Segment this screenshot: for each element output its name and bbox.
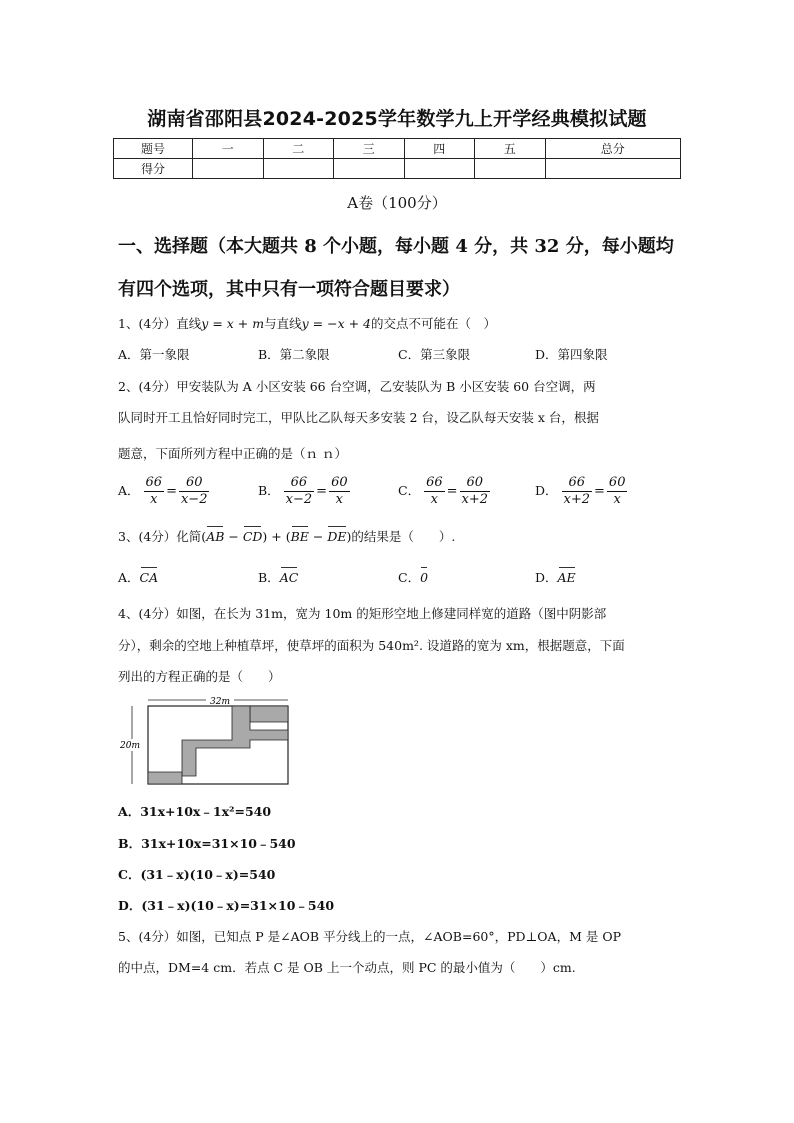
q3-option-d[interactable]: [535, 568, 576, 586]
figure-left-label: 20m: [120, 741, 140, 751]
denominator: x+2: [563, 492, 591, 507]
q2-option-c[interactable]: [398, 475, 490, 508]
denominator: x−2: [285, 492, 313, 507]
option-label: B．: [258, 570, 280, 585]
score-cell[interactable]: [263, 159, 334, 179]
q3-stem-b: 的结果是（ ）.: [351, 529, 456, 544]
score-header-cell: 二: [263, 139, 334, 159]
numerator: 66: [426, 475, 443, 490]
section-heading: A卷（100分）: [347, 194, 447, 212]
score-cell[interactable]: [193, 159, 264, 179]
q4-line2: 分），剩余的空地上种植草坪，使草坪的面积为 540m². 设道路的宽为 xm，根据题意，下面: [118, 638, 625, 653]
score-table-score-row: [114, 159, 681, 179]
q3-option-b[interactable]: [258, 568, 298, 586]
vector-ab: AB: [206, 529, 225, 544]
q4-option-c[interactable]: C．(31﹣x)(10﹣x)=540: [118, 867, 276, 882]
zero-vector: 0: [420, 570, 429, 585]
q1-option-a[interactable]: A．第一象限: [118, 347, 190, 362]
denominator: x−2: [180, 492, 208, 507]
q4-option-a[interactable]: A．31x+10x﹣1x²=540: [118, 804, 272, 819]
q1-stem-c: 的交点不可能在（ ）: [371, 316, 497, 331]
q2-line1: 2、(4分）甲安装队为 A 小区安装 66 台空调，乙安装队为 B 小区安装 60 台空调，两: [118, 379, 596, 394]
figure-top-label: 32m: [210, 697, 230, 707]
q4-option-d[interactable]: D．(31﹣x)(10﹣x)=31×10﹣540: [118, 898, 335, 913]
score-cell[interactable]: [475, 159, 546, 179]
fraction: [460, 475, 491, 508]
vector-ca: CA: [139, 570, 159, 585]
q4-option-b[interactable]: B．31x+10x=31×10﹣540: [118, 836, 296, 851]
numerator: 66: [145, 475, 163, 490]
q1-option-d[interactable]: D．第四象限: [535, 347, 608, 362]
fraction: [144, 475, 165, 508]
score-cell[interactable]: [545, 159, 681, 179]
road-segment: [250, 706, 288, 722]
q2-line3: 题意，下面所列方程中正确的是（ｎ ｎ）: [118, 446, 347, 461]
q1-stem: [118, 314, 496, 332]
road-figure: [118, 696, 298, 788]
numerator: 60: [460, 475, 491, 492]
q1-stem-b: 与直线: [264, 316, 302, 331]
option-label: B．: [258, 483, 280, 498]
score-header-cell: 总分: [545, 139, 681, 159]
q2-option-a[interactable]: [118, 475, 209, 508]
vector-be: BE: [290, 529, 309, 544]
vector-ae: AE: [557, 570, 576, 585]
fraction: [562, 475, 593, 508]
score-cell[interactable]: [334, 159, 405, 179]
numerator: 66: [284, 475, 315, 492]
q1-equation-2: y = −x + 4: [301, 316, 372, 331]
equals-sign: =: [594, 484, 605, 499]
q1-option-c[interactable]: C．第三象限: [398, 347, 471, 362]
equals-sign: =: [446, 484, 458, 499]
q3-option-a[interactable]: [118, 568, 158, 586]
score-header-cell: 五: [475, 139, 546, 159]
denominator: x: [430, 492, 438, 507]
vector-de: DE: [327, 529, 347, 544]
q3-stem: 3、(4分）化简(AB − CD) + (BE − DE)的结果是（ ）.: [118, 529, 456, 544]
score-table-header-row: [114, 139, 681, 159]
page-title: 湖南省邵阳县2024-2025学年数学九上开学经典模拟试题: [147, 108, 647, 130]
option-label: D．: [535, 483, 558, 498]
q1-stem-a: 1、(4分）直线: [118, 316, 202, 331]
vector-ac: AC: [279, 570, 299, 585]
q5-line1: 5、(4分）如图，已知点 P 是∠AOB 平分线上的一点，∠AOB=60°，PD⊥OA，M 是 OP: [118, 929, 621, 944]
fraction: [329, 475, 350, 508]
q3-option-c[interactable]: [398, 568, 428, 586]
option-label: C．: [398, 483, 421, 498]
q3-stem-a: 3、(4分）化简: [118, 529, 202, 544]
q4-line3: 列出的方程正确的是（ ）: [118, 669, 281, 684]
score-header-cell: 四: [404, 139, 475, 159]
numerator: 60: [331, 475, 348, 490]
q5-line2: 的中点，DM=4 cm．若点 C 是 OB 上一个动点，则 PC 的最小值为（ ）cm.: [118, 960, 576, 975]
vector-cd: CD: [242, 529, 263, 544]
numerator: 60: [179, 475, 210, 492]
denominator: x: [150, 492, 158, 507]
fraction: [179, 475, 210, 508]
part1-heading-line2: 有四个选项，其中只有一项符合题目要求）: [118, 279, 460, 300]
q1-equation-1: y = x + m: [201, 316, 265, 331]
score-cell[interactable]: [404, 159, 475, 179]
q2-line2: 队同时开工且恰好同时完工，甲队比乙队每天多安装 2 台，设乙队每天安装 x 台，根据: [118, 410, 599, 425]
score-header-cell: 题号: [114, 139, 193, 159]
option-label: C．: [398, 570, 421, 585]
score-header-cell: 三: [334, 139, 405, 159]
q2-option-d[interactable]: [535, 475, 627, 508]
option-label: A．: [118, 570, 140, 585]
denominator: x+2: [461, 492, 489, 507]
part1-heading-line1: 一、选择题（本大题共 8 个小题，每小题 4 分，共 32 分，每小题均: [118, 236, 674, 257]
equals-sign: =: [166, 484, 177, 499]
score-table: [113, 138, 681, 179]
q4-line1: 4、(4分）如图，在长为 31m，宽为 10m 的矩形空地上修建同样宽的道路（图中阴影部: [118, 606, 607, 621]
option-label: D．: [535, 570, 558, 585]
fraction: [284, 475, 315, 508]
q2-option-b[interactable]: [258, 475, 350, 508]
numerator: 66: [562, 475, 593, 492]
score-header-cell: 一: [193, 139, 264, 159]
equals-sign: =: [316, 484, 328, 499]
q1-option-b[interactable]: B．第二象限: [258, 347, 330, 362]
score-row-label: 得分: [114, 159, 193, 179]
numerator: 60: [608, 475, 626, 490]
fraction: [424, 475, 445, 508]
fraction: [607, 475, 628, 508]
option-label: A．: [118, 483, 140, 498]
denominator: x: [335, 492, 344, 507]
road-segment: [148, 772, 182, 784]
denominator: x: [613, 492, 621, 507]
